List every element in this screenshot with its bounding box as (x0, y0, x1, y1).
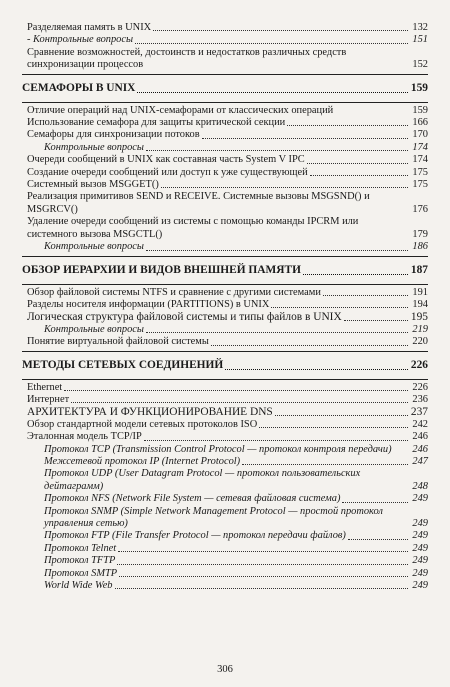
leader-dots (146, 250, 408, 251)
toc-entry-title: Контрольные вопросы (44, 141, 144, 153)
toc-section-heading (22, 81, 428, 96)
toc-entry (22, 456, 428, 468)
section-title: МЕТОДЫ СЕТЕВЫХ СОЕДИНЕНИЙ (22, 358, 224, 371)
toc-entry (22, 431, 428, 443)
toc-entry (22, 129, 428, 141)
toc-entry-page: 166 (412, 117, 428, 129)
toc-entry-page: 249 (412, 493, 428, 505)
toc-entry-page: 249 (412, 518, 428, 529)
toc-entry (22, 580, 428, 592)
toc-entry-page: 220 (412, 336, 428, 348)
toc-entry-page: 249 (412, 530, 428, 542)
toc-entry-title: Понятие виртуальной файловой системы (27, 336, 209, 348)
toc-entry-title: - Контрольные вопросы (27, 34, 134, 46)
section-rule (22, 256, 428, 257)
leader-dots (146, 150, 408, 151)
section-title: ОБЗОР ИЕРАРХИИ И ВИДОВ ВНЕШНЕЙ ПАМЯТИ (22, 263, 301, 276)
leader-dots (161, 187, 408, 188)
toc-entry-page: 191 (412, 286, 428, 298)
section-page: 187 (410, 263, 428, 276)
toc-entry (22, 142, 428, 154)
toc-entry (22, 34, 428, 46)
leader-dots (146, 332, 408, 333)
toc-entry-page: 247 (412, 455, 428, 467)
table-of-contents (22, 22, 428, 592)
toc-entry-page: 249 (412, 542, 428, 554)
toc-entry (22, 568, 428, 580)
toc-group-7 (22, 493, 428, 505)
toc-entry-title: Протокол UDP (User Datagram Protocol — протокол пользовательских дейтаграмм) (44, 468, 361, 492)
toc-entry-page: 249 (412, 555, 428, 567)
leader-dots (342, 502, 408, 503)
toc-entry-page: 237 (410, 406, 428, 419)
toc-entry (22, 311, 428, 323)
toc-entry-title: Разделяемая память в UNIX (27, 22, 152, 33)
toc-entry-title: Межсетевой протокол IP (Internet Protocol) (44, 455, 241, 467)
leader-dots (307, 163, 408, 164)
toc-entry-page: 248 (412, 480, 428, 492)
toc-entry-title: Протокол SNMP (Simple Network Management Protocol — простой протокол управления сетью) (44, 505, 383, 529)
toc-entry-title: Эталонная модель TCP/IP (27, 431, 142, 443)
toc-entry (22, 241, 428, 253)
leader-dots (310, 175, 408, 176)
toc-entry-title: Очереди сообщений в UNIX как составная часть System V IPC (27, 154, 305, 166)
toc-entry-title: Системный вызов MSGGET() (27, 179, 159, 191)
leader-dots (211, 345, 408, 346)
toc-entry-page: 194 (412, 298, 428, 310)
toc-entry-wrapped (22, 216, 428, 241)
section-page: 226 (410, 358, 428, 371)
toc-entry-page: 249 (412, 567, 428, 579)
toc-entry (22, 382, 428, 394)
leader-dots (135, 43, 408, 44)
toc-entry-title: Отличие операций над UNIX-семафорами от классических операций (27, 104, 334, 116)
section-rule (22, 379, 428, 380)
leader-dots (117, 564, 408, 565)
toc-entry (22, 299, 428, 311)
toc-entry (22, 179, 428, 191)
leader-dots (323, 295, 408, 296)
section-rule (22, 284, 428, 285)
toc-entry (22, 394, 428, 406)
toc-entry-wrapped (22, 191, 428, 216)
toc-group-2 (22, 117, 428, 191)
toc-entry (22, 530, 428, 542)
toc-entry-wrapped (22, 468, 428, 493)
leader-dots (118, 551, 408, 552)
section-rule (22, 351, 428, 352)
toc-entry-wrapped (22, 105, 428, 117)
toc-entry (22, 543, 428, 555)
toc-entry-title: Протокол NFS (Network File System — сетевая файловая система) (44, 493, 341, 505)
toc-entry-title: Семафоры для синхронизации потоков (27, 129, 200, 141)
leader-dots (137, 92, 408, 93)
leader-dots (287, 125, 408, 126)
toc-entry-page: 236 (412, 393, 428, 405)
toc-entry (22, 324, 428, 336)
leader-dots (344, 320, 408, 321)
toc-entry-title: Протокол SMTP (44, 567, 118, 579)
toc-entry-page: 246 (412, 431, 428, 443)
toc-group-8 (22, 530, 428, 592)
toc-entry-page: 174 (412, 141, 428, 153)
toc-entry-title: Обзор файловой системы NTFS и сравнение с другими системами (27, 286, 321, 298)
toc-entry-title: Создание очереди сообщений или доступ к уже существующей (27, 166, 308, 178)
section-page: 159 (410, 81, 428, 94)
leader-dots (71, 402, 408, 403)
toc-entry-title: Использование семафора для защиты критической секции (27, 117, 286, 129)
toc-entry-page: 132 (412, 22, 428, 33)
toc-entry-page: 179 (412, 228, 428, 240)
page-number: 306 (217, 664, 233, 675)
toc-entry-title: Протокол TFTP (44, 555, 116, 567)
leader-dots (153, 30, 408, 31)
toc-section-heading (22, 358, 428, 373)
toc-entry-title: World Wide Web (44, 580, 113, 592)
toc-entry (22, 117, 428, 129)
toc-entry (22, 154, 428, 166)
toc-entry-title: Ethernet (27, 381, 63, 393)
section-rule (22, 102, 428, 103)
toc-entry-page: 176 (412, 203, 428, 215)
leader-dots (242, 464, 408, 465)
leader-dots (144, 440, 408, 441)
toc-entry-page: 219 (412, 323, 428, 335)
toc-entry (22, 406, 428, 418)
toc-entry-page: 170 (412, 129, 428, 141)
toc-entry-title: Сравнение возможностей, достоинств и недостатков различных средств синхронизации процессов (27, 46, 347, 71)
toc-entry (22, 336, 428, 348)
toc-entry-title: Удаление очереди сообщений из системы с помощью команды IPCRM или системного вызова MSGCTL() (27, 216, 359, 240)
toc-entry (22, 22, 428, 34)
leader-dots (64, 390, 408, 391)
toc-entry (22, 493, 428, 505)
leader-dots (348, 539, 408, 540)
toc-entry-page: 152 (412, 59, 428, 71)
toc-entry-page: 151 (412, 34, 428, 46)
toc-entry-title: Обзор стандартной модели сетевых протоколов ISO (27, 418, 258, 430)
toc-entry-title: Протокол TCP (Transmission Control Protocol — протокол контроля передачи) (44, 443, 392, 455)
toc-entry (22, 555, 428, 567)
leader-dots (271, 307, 408, 308)
toc-group-5 (22, 382, 428, 444)
toc-entry (22, 167, 428, 179)
toc-entry-title: Логическая структура файловой системы и типы файлов в UNIX (27, 311, 342, 324)
toc-entry-page: 195 (410, 311, 428, 324)
leader-dots (259, 427, 408, 428)
toc-entry-page: 246 (412, 443, 428, 455)
toc-entry-page: 186 (412, 241, 428, 253)
toc-group-4 (22, 287, 428, 349)
leader-dots (202, 138, 408, 139)
toc-entry-title: Разделы носителя информации (PARTITIONS) в UNIX (27, 298, 270, 310)
toc-entry-title: АРХИТЕКТУРА И ФУНКЦИОНИРОВАНИЕ DNS (27, 406, 273, 419)
toc-entry-page: 226 (412, 381, 428, 393)
toc-entry-page: 175 (412, 166, 428, 178)
toc-entry-title: Протокол Telnet (44, 542, 117, 554)
toc-entry-title: Интернет (27, 393, 70, 405)
toc-entry-page: 242 (412, 418, 428, 430)
leader-dots (225, 369, 408, 370)
toc-entry-title: Протокол FTP (File Transfer Protocol — протокол передачи файлов) (44, 530, 346, 542)
toc-section-heading (22, 263, 428, 278)
toc-entry-wrapped (22, 506, 428, 531)
leader-dots (119, 576, 408, 577)
toc-entry-wrapped (22, 47, 428, 72)
toc-entry-title: Реализация примитивов SEND и RECEIVE. Системные вызовы MSGSND() и MSGRCV() (27, 191, 370, 215)
toc-entry-title: Контрольные вопросы (44, 323, 144, 335)
toc-entry-page: 174 (412, 154, 428, 166)
toc-entry-wrapped (22, 444, 428, 456)
leader-dots (115, 588, 408, 589)
toc-group-6 (22, 456, 428, 468)
toc-entry (22, 419, 428, 431)
toc-entry-title: Контрольные вопросы (44, 241, 144, 253)
leader-dots (275, 415, 408, 416)
toc-group-3 (22, 241, 428, 253)
leader-dots (303, 274, 408, 275)
toc-entry-page: 249 (412, 580, 428, 592)
section-rule (22, 74, 428, 75)
toc-entry (22, 287, 428, 299)
toc-entry-page: 159 (412, 104, 428, 116)
section-title: СЕМАФОРЫ В UNIX (22, 81, 136, 94)
toc-entry-page: 175 (412, 179, 428, 191)
toc-group-1 (22, 22, 428, 47)
